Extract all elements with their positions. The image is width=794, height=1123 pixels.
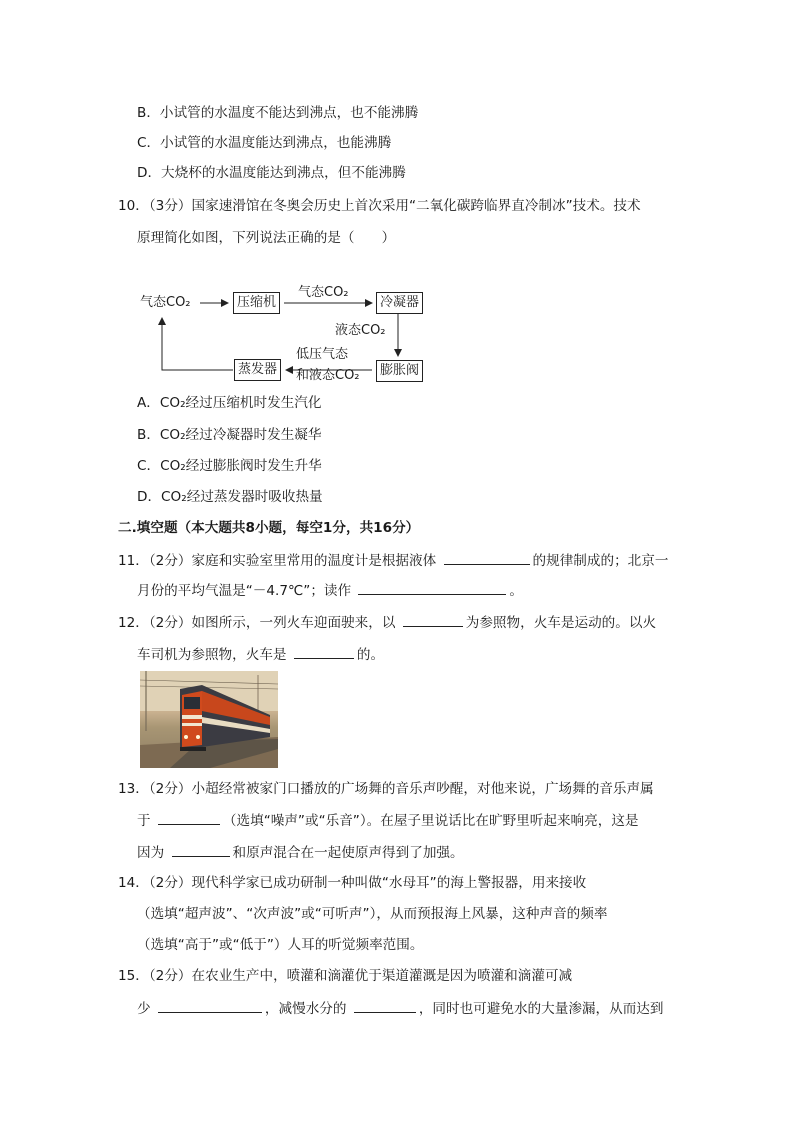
q15-text-1: 少 [137,1001,155,1017]
q13-line3 [137,842,464,863]
q13-text-3: 因为 [137,845,169,861]
q15-blank-1[interactable] [158,998,262,1013]
q10-option-b: B．CO₂经过冷凝器时发生凝华 [137,427,322,443]
q13-text-2: （选填“噪声”或“乐音”）。在屋子里说话比在旷野里听起来响亮，这是 [222,813,639,829]
q10-stem-line2: 原理简化如图，下列说法正确的是（ ） [137,230,396,246]
q12-text-3: 车司机为参照物，火车是 [137,647,291,663]
q9-option-c: C．小试管的水温度能达到沸点，也能沸腾 [137,135,392,151]
q11-line2 [137,580,523,601]
condenser-box: 冷凝器 [376,292,423,314]
q12-line2 [137,644,384,665]
input-gas-co2-label: 气态CO₂ [140,295,191,310]
q12-text-4: 的。 [356,647,385,663]
q14-line2: （选填“超声波”、“次声波”或“可听声”），从而预报海上风暴，这种声音的频率 [137,906,608,922]
q13-text-1: 于 [137,813,155,829]
q10-stem-line1: 10．（3分）国家速滑馆在冬奥会历史上首次采用“二氧化碳跨临界直冷制冰”技术。技术 [118,198,641,214]
q9-option-d: D．大烧杯的水温度能达到沸点，但不能沸腾 [137,165,406,181]
q12-line1 [118,612,656,633]
q15-blank-2[interactable] [354,998,416,1013]
q11-text-1: 11．（2分）家庭和实验室里常用的温度计是根据液体 [118,553,441,569]
q15-text-3: ，同时也可避免水的大量渗漏，从而达到 [418,1001,664,1017]
q13-blank-2[interactable] [172,842,230,857]
q14-line1: 14．（2分）现代科学家已成功研制一种叫做“水母耳”的海上警报器，用来接收 [118,875,587,891]
train-photo [140,671,278,768]
low-pressure-label-1: 低压气态 [296,347,349,362]
q13-line1: 13．（2分）小超经常被家门口播放的广场舞的音乐声吵醒，对他来说，广场舞的音乐声属 [118,781,654,797]
q15-line1: 15．（2分）在农业生产中，喷灌和滴灌优于渠道灌溉是因为喷灌和滴灌可减 [118,968,573,984]
q15-line2 [137,998,664,1019]
co2-cycle-diagram [132,282,432,392]
q10-option-c: C．CO₂经过膨胀阀时发生升华 [137,458,322,474]
q10-option-a: A．CO₂经过压缩机时发生汽化 [137,395,322,411]
q15-text-2: ，减慢水分的 [264,1001,351,1017]
q12-blank-1[interactable] [403,612,463,627]
q13-text-4: 和原声混合在一起使原声得到了加强。 [232,845,464,861]
q13-blank-1[interactable] [158,810,220,825]
section-2-title: 二.填空题（本大题共8小题，每空1分，共16分） [118,520,420,536]
q11-blank-1[interactable] [444,550,530,565]
liquid-co2-label: 液态CO₂ [335,323,386,338]
q13-line2 [137,810,639,831]
q10-option-d: D．CO₂经过蒸发器时吸收热量 [137,489,323,505]
q11-line1 [118,550,668,571]
q11-text-3: 月份的平均气温是“－4.7℃”；读作 [137,583,356,599]
q12-blank-2[interactable] [294,644,354,659]
q12-text-2: 为参照物，火车是运动的。以火 [465,615,657,631]
evaporator-box: 蒸发器 [234,359,281,381]
expansion-valve-box: 膨胀阀 [376,360,423,382]
q11-blank-2[interactable] [358,580,506,595]
q11-text-4: 。 [509,583,524,599]
train-illustration [140,671,278,768]
low-pressure-label-2: 和液态CO₂ [296,368,360,383]
gas-co2-arrow-label: 气态CO₂ [298,285,349,300]
q9-option-b: B．小试管的水温度不能达到沸点，也不能沸腾 [137,105,419,121]
compressor-box: 压缩机 [233,292,280,314]
q14-line3: （选填“高于”或“低于”）人耳的听觉频率范围。 [137,937,424,953]
q12-text-1: 12．（2分）如图所示，一列火车迎面驶来，以 [118,615,400,631]
q11-text-2: 的规律制成的；北京一 [532,553,669,569]
